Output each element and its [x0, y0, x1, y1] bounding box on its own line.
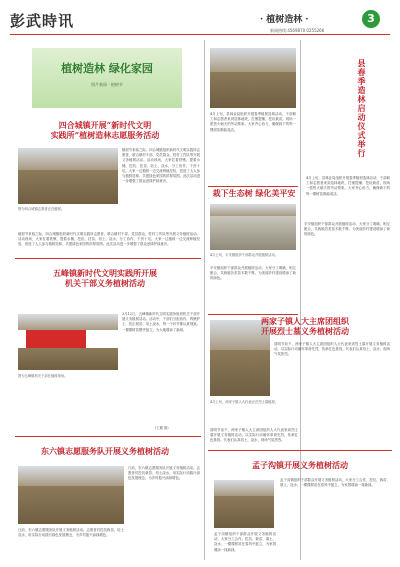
- article-photo: [18, 466, 124, 524]
- photo-caption: 4月上旬，平安镇组织干部群众开展植树活动。: [210, 253, 279, 257]
- section-rule: [208, 314, 298, 315]
- article-photo: [18, 314, 118, 370]
- article-body: 平安镇组织干部群众开展植树活动，大家分工明确，相互配合，共栽植各类苗木数千株，为美丽乡村建设增添了新的绿色。: [210, 266, 296, 281]
- article-body: 4月上旬，县林业局组织开展春季植树造林活动，干部职工和志愿者来到造林地块，扛锹提桶、挖坑栽苗，现场一派热火朝天的劳动景象。大家齐心协力，确保栽下的每一棵树苗都能成活。: [210, 112, 296, 132]
- article-body: 日前，东六镇志愿服务队开展义务植树活动。志愿者们挖坑栽苗、培土浇水，用实际行动践行绿色发展理念，为乡村振兴添绿增色。: [128, 466, 200, 481]
- photo-caption: 图为五峰镇机关干部在植树现场。: [18, 374, 68, 378]
- photo-credit: (王鹏 摄): [155, 426, 169, 430]
- headline-line: 机关干部义务植树活动: [65, 278, 145, 288]
- article-body: 植树节来临之际，四合城镇组织新时代文明实践所志愿者，联合镇村干部、党员群众、驻村工作队等开展义务植树活动。活动现场，大家扛着铁锹、提着水桶，挖坑、扶苗、培土、浇水，分工协作，干劲十足。大家一边植树一边交流种植经验，营造了人人参与植树造林、共建绿色家园的浓厚氛围。此次活动进一步增强了群众爱绿护绿意识。: [122, 148, 200, 184]
- banner-title: 植树造林 绿化家园: [61, 62, 153, 75]
- article-headline: 孟子沟镇开展义务植树活动: [252, 460, 348, 470]
- headline-line: 开展烈士墓义务植树活动: [261, 326, 349, 336]
- article-body-continued: 植树节来临之际，四合城镇组织新时代文明实践所志愿者，联合镇村干部、党员群众、驻村工作队等开展义务植树活动。活动现场，大家扛着铁锹、提着水桶，挖坑、扶苗、培土、浇水，分工协作，干劲十足。大家一边植树一边交流种植经验，营造了人人参与植树造林、共建绿色家园的浓厚氛围。此次活动进一步增强了群众爱绿护绿意识。: [18, 232, 200, 247]
- headline-line: 两家子镇人大主席团组织: [261, 316, 349, 326]
- article-headline: [220, 316, 390, 336]
- headline-line: 四合城镇开展“新时代文明: [58, 120, 152, 130]
- article-photo: [18, 148, 118, 204]
- vertical-headline: 县春季造林启动仪式举行: [357, 58, 367, 158]
- article-body-continued: 日前，东六镇志愿服务队开展义务植树活动。志愿者们挖坑栽苗、培土浇水，用实际行动践行绿色发展理念，为乡村振兴添绿增色。: [18, 528, 124, 538]
- article-headline: [15, 120, 195, 140]
- article-photo: [210, 204, 296, 250]
- masthead: [10, 8, 390, 35]
- section-rule: [208, 186, 298, 187]
- newspaper-title: 彭武時讯: [10, 12, 75, 30]
- article-body-continued: 孟子沟镇组织干部群众开展义务植树活动，大家分工合作，挖坑、栽苗、填土、浇水，一棵棵树苗在春风中挺立，为家园增添一抹新绿。: [214, 532, 276, 552]
- feature-banner: [32, 48, 182, 108]
- masthead-meta: 新闻热线:4569870 0255266: [270, 28, 325, 33]
- article-headline: 东六镇志愿服务队开展义务植树活动: [41, 446, 169, 456]
- page-number-badge: 3: [362, 10, 380, 28]
- banner-subtitle: 图片新闻 · 植树节: [91, 82, 123, 87]
- column-divider: [204, 40, 205, 560]
- section-label: · 植树造林 ·: [260, 15, 309, 25]
- section-rule: [15, 436, 201, 437]
- photo-caption: 4月上旬，两家子镇人大代表正在烈士墓植树。: [210, 400, 279, 404]
- article-headline: 栽下生态树 绿化美平安: [212, 188, 296, 198]
- article-body: 3月12日，五峰镇新时代文明实践所组织机关干部开展义务植树活动。活动中，干部们分组协作，挥锹铲土、扶正树苗、培土浇水，每一个环节都认真细致。一棵棵树苗整齐挺立，为大地增添了新绿。: [122, 312, 200, 332]
- headline-line: 五峰镇新时代文明实践所开展: [53, 268, 157, 278]
- article-body: 清明节前夕，两家子镇人大主席团组织人大代表来到烈士墓开展义务植树活动，以实际行动缅怀革命先烈，传承红色基因。代表们认真培土、浇水，现场气氛热烈。: [210, 428, 298, 443]
- article-photo: [214, 480, 274, 528]
- headline-line: 实践所”植树造林志愿服务活动: [50, 130, 160, 140]
- article-body: 清明节前夕，两家子镇人大主席团组织人大代表来到烈士墓开展义务植树活动，以实际行动缅怀革命先烈，传承红色基因。代表们认真培土、浇水，现场气氛热烈。: [274, 342, 390, 357]
- section-rule: [208, 450, 392, 451]
- article-photo: [210, 48, 296, 108]
- section-rule: [15, 258, 201, 259]
- article-body: 孟子沟镇组织干部群众开展义务植树活动，大家分工合作，挖坑、栽苗、填土、浇水，一棵棵树苗在春风中挺立，为家园增添一抹新绿。: [280, 478, 390, 488]
- article-headline: [15, 268, 195, 288]
- article-body: 4月上旬，县林业局组织开展春季植树造林活动，干部职工和志愿者来到造林地块，扛锹提桶、挖坑栽苗，现场一派热火朝天的劳动景象。大家齐心协力，确保栽下的每一棵树苗都能成活。: [306, 176, 390, 196]
- article-body-continued: 平安镇组织干部群众开展植树活动，大家分工明确，相互配合，共栽植各类苗木数千株，为美丽乡村建设增添了新的绿色。: [304, 222, 390, 237]
- photo-caption: 图为四合城镇志愿者正在植树。: [18, 207, 65, 211]
